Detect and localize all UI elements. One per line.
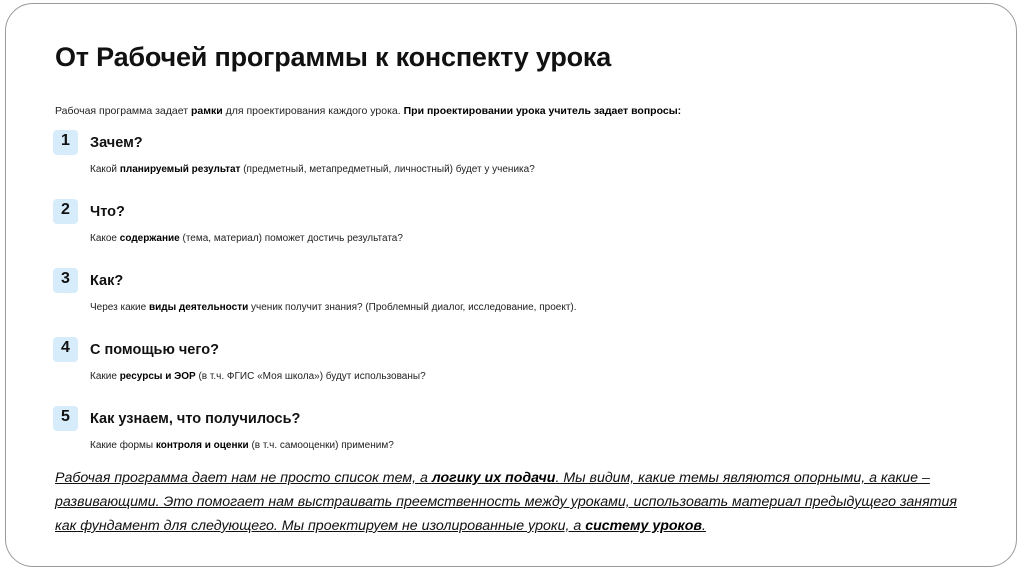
desc-part: (в т.ч. самооценки) применим? [248,440,394,451]
desc-part: (предметный, метапредметный, личностный) будет у ученика? [240,164,535,175]
summary-bold: логику их подачи [431,470,556,486]
number-badge: 5 [53,406,78,431]
summary-part: Рабочая программа дает нам не просто список тем, а [55,470,432,486]
question-item [53,199,753,259]
question-description [90,164,535,175]
desc-part: Через какие [90,302,149,313]
desc-bold: планируемый результат [119,164,241,175]
desc-part: Какие [90,371,120,382]
intro-text [55,105,681,117]
number-badge: 3 [53,268,78,293]
question-heading: Как? [90,273,124,289]
desc-part: (тема, материал) поможет достичь результата? [179,233,403,244]
question-item [53,130,753,190]
number-badge: 4 [53,337,78,362]
question-heading: Что? [90,204,125,220]
summary-text [55,466,975,538]
slide-title: От Рабочей программы к конспекту урока [55,42,612,72]
question-heading: С помощью чего? [90,342,219,358]
question-heading: Как узнаем, что получилось? [90,411,301,427]
question-heading: Зачем? [90,135,143,151]
desc-part: Какой [90,164,120,175]
desc-part: Какое [90,233,120,244]
intro-bold: При проектировании урока учитель задает вопросы: [403,105,682,117]
question-item [53,406,753,466]
question-description [90,233,403,244]
question-description [90,440,394,451]
question-item [53,337,753,397]
desc-part: Какие формы [90,440,156,451]
number-badge: 1 [53,130,78,155]
desc-part: (в т.ч. ФГИС «Моя школа») будут использованы? [195,371,426,382]
number-badge: 2 [53,199,78,224]
summary-part: . [701,518,706,534]
summary-bold: систему уроков [585,518,702,534]
desc-part: ученик получит знания? (Проблемный диалог, исследование, проект). [248,302,577,313]
intro-part: Рабочая программа задает [55,105,191,117]
summary-part: . Мы видим, какие темы являются опорными, а какие – развивающими. Это помогает нам выстраивать преемственность между уроками, использовать материал предыдущего занятия как фундамент для следующего. Мы проектируем не изолированные уроки, а [55,470,957,534]
intro-part: для проектирования каждого урока. [222,105,404,117]
desc-bold: контроля и оценки [155,440,249,451]
desc-bold: содержание [119,233,180,244]
question-description [90,302,577,313]
desc-bold: ресурсы и ЭОР [119,371,196,382]
desc-bold: виды деятельности [148,302,249,313]
question-item [53,268,753,328]
intro-bold: рамки [190,105,223,117]
question-description [90,371,426,382]
